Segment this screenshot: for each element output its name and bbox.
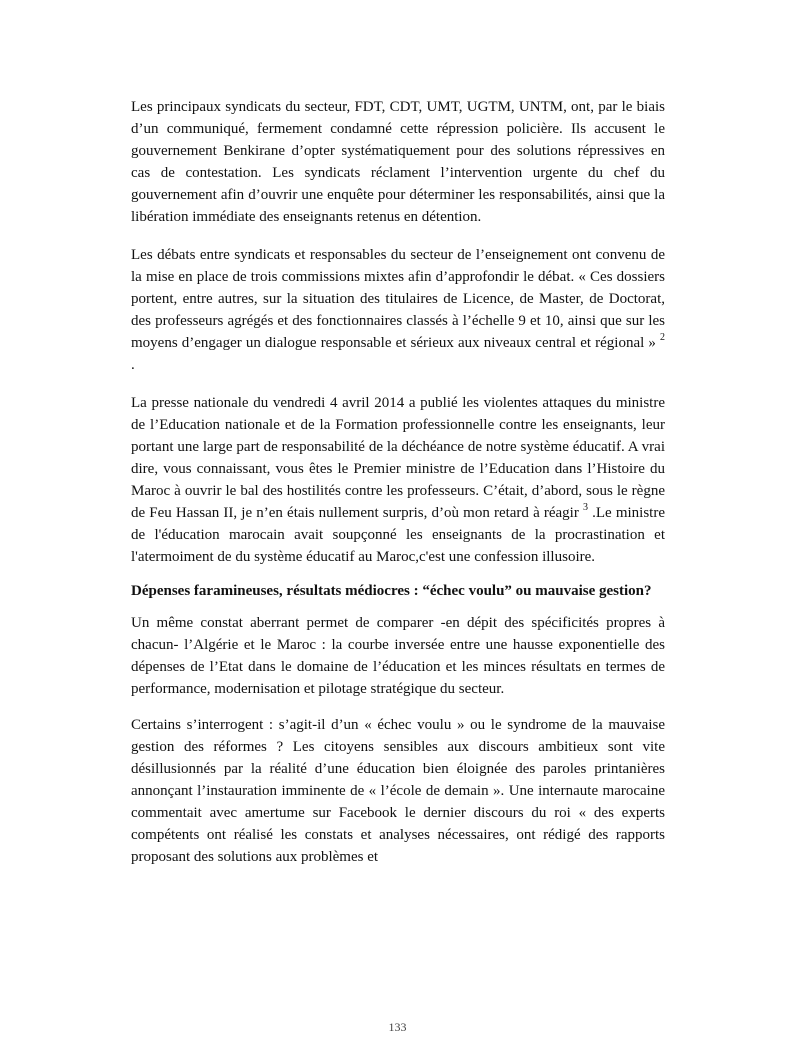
paragraph-debats-text: Les débats entre syndicats et responsables du secteur de l’enseignement ont convenu de la mise en place de trois commissions mixtes afin d’approfondir le débat. « Ces dossiers portent, entre autres, sur la situation des titulaires de Licence, de Master, de Doctorat, des professeurs agrégés et des fonctionnaires classés à l’échelle 9 et 10, ainsi que sur les moyens d’engager un dialogue responsable et sérieux aux niveaux central et régional »: [131, 247, 665, 351]
section-heading: Dépenses faramineuses, résultats médiocres : “échec voulu” ou mauvaise gestion?: [131, 583, 652, 599]
footnote-ref-3[interactable]: 3: [582, 502, 588, 513]
paragraph-syndicats: Les principaux syndicats du secteur, FDT, CDT, UMT, UGTM, UNTM, ont, par le biais d’un communiqué, fermement condamné cette répression policière. Ils accusent le gouvernement Benkirane d’opter systématiquement pour des solutions répressives en cas de contestation. Les syndicats réclament l’intervention urgente du chef du gouvernement afin d’ouvrir une enquête pour déterminer les responsabilités, ainsi que la libération immédiate des enseignants retenus en détention.: [131, 99, 665, 225]
paragraph-presse: [131, 392, 665, 568]
paragraph-echec: Certains s’interrogent : s’agit-il d’un « échec voulu » ou le syndrome de la mauvaise gestion des réformes ? Les citoyens sensibles aux discours ambitieux sont vite désillusionnés par la réalité d’une éducation bien éloignée des paroles printanières annonçant l’instauration imminente de « l’école de demain ». Une internaute marocaine commentait avec amertume sur Facebook le dernier discours du roi « des experts compétents ont réalisé les constats et analyses nécessaires, ont rédigé des rapports proposant des solutions aux problèmes et: [131, 717, 665, 865]
footnote-ref-2[interactable]: 2: [660, 332, 665, 343]
paragraph-presse-text-before: La presse nationale du vendredi 4 avril 2014 a publié les violentes attaques du ministre de l’Education nationale et de la Formation professionnelle contre les enseignants, leur portant une large part de responsabilité de la déchéance de notre système éducatif. A vrai dire, vous connaissant, vous êtes le Premier ministre de l’Education dans l’Histoire du Maroc à ouvrir le bal des hostilités contre les professeurs. C’était, d’abord, sous le règne de Feu Hassan II, je n’en étais nullement surpris, d’où mon retard à réagir: [131, 395, 665, 521]
page-number: 133: [388, 1020, 407, 1034]
paragraph-debats-tail: .: [131, 357, 135, 373]
paragraph-presse-text-after: .Le ministre de l'éducation marocain avait soupçonné les enseignants de la procrastination et l'atermoiment de du système éducatif au Maroc,c'est une confession illusoire.: [131, 505, 665, 565]
paragraph-constat: Un même constat aberrant permet de comparer -en dépit des spécificités propres à chacun- l’Algérie et le Maroc : la courbe inversée entre une hausse exponentielle des dépenses de l’Etat dans le domaine de l’éducation et les minces résultats en termes de performance, modernisation et pilotage stratégique du secteur.: [131, 615, 665, 697]
paragraph-debats: [131, 244, 665, 376]
document-body: [131, 96, 665, 883]
